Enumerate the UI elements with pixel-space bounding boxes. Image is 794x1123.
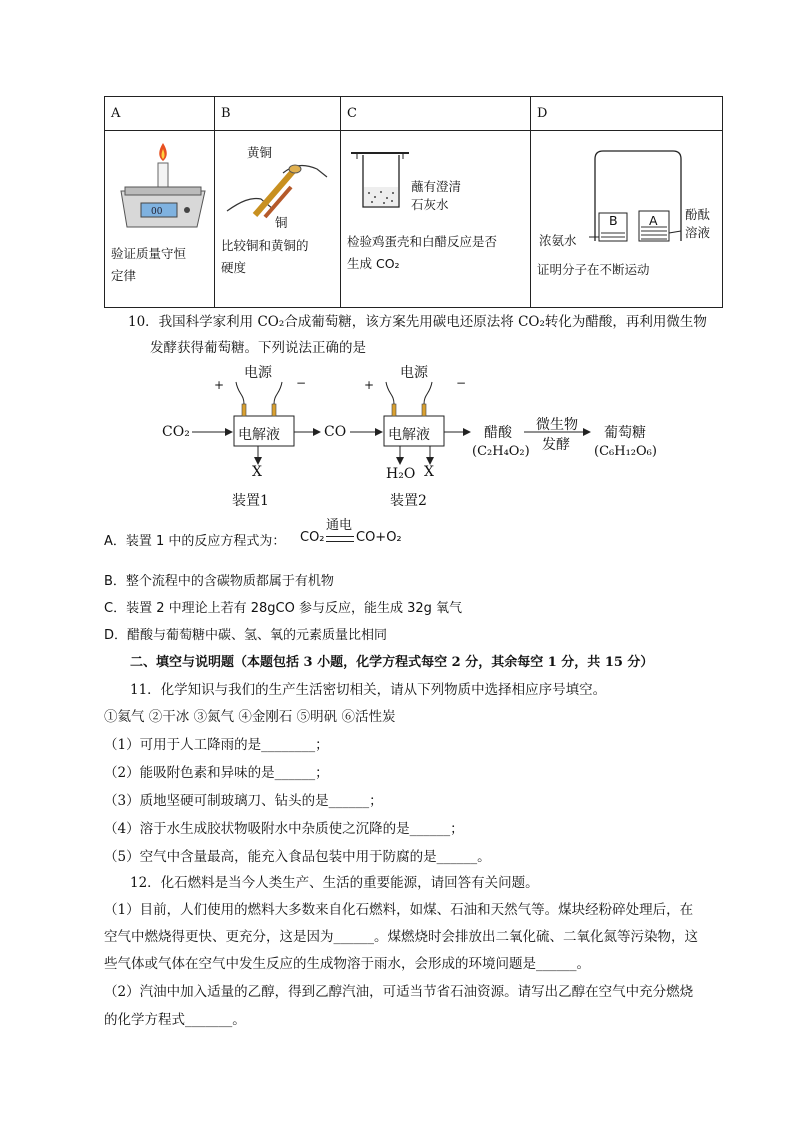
beaker-a-label: A: [649, 213, 658, 228]
co-label: CO: [324, 424, 347, 440]
option-c: C．装置 2 中理论上若有 28gCO 参与反应，能生成 32g 氧气: [104, 601, 463, 616]
caption-b-1: 比较铜和黄铜的: [221, 238, 309, 253]
cell-c: [341, 131, 530, 307]
balance-candle-icon: [113, 135, 213, 231]
q11-item-1: （1）可用于人工降雨的是________；: [104, 737, 329, 753]
plus-2: +: [364, 378, 375, 392]
minus-2: −: [456, 376, 467, 390]
power-2: 电源: [400, 365, 428, 381]
electrolyte-2: 电解液: [388, 427, 430, 443]
q12-p1-line2: 空气中燃烧得更快、更充分，这是因为______。煤燃烧时会排放出二氧化硫、二氧化氮等污染物，这: [104, 929, 698, 945]
glucose-label: 葡萄糖: [604, 425, 646, 441]
q11-item-4: （4）溶于水生成胶状物吸附水中杂质使之沉降的是______；: [104, 821, 464, 837]
header-b: B: [215, 97, 341, 131]
electrolyte-1: 电解液: [238, 427, 280, 443]
caption-a-2: 定律: [111, 268, 137, 283]
minus-1: −: [296, 376, 307, 390]
q11-item-3: （3）质地坚硬可制玻璃刀、钻头的是______；: [104, 793, 383, 809]
scale-display: 00: [151, 207, 163, 217]
q12-stem: 12．化石燃料是当今人类生产、生活的重要能源，请回答有关问题。: [130, 875, 539, 891]
device1-label: 装置1: [232, 493, 269, 509]
power-1: 电源: [244, 365, 272, 381]
acetic-label: 醋酸: [484, 425, 512, 441]
label-limewater-1: 蘸有澄清: [411, 179, 462, 194]
label-ammonia: 浓氨水: [539, 233, 577, 248]
q10-line1: 10．我国科学家利用 CO₂合成葡萄糖，该方案先用碳电还原法将 CO₂转化为醋酸，再利用微生物: [128, 314, 707, 330]
q11-item-5: （5）空气中含量最高，能充入食品包装中用于防腐的是______。: [104, 849, 491, 865]
device2-label: 装置2: [390, 493, 427, 509]
h2o-label: H₂O: [386, 466, 416, 482]
section2-heading: 二、填空与说明题（本题包括 3 小题，化学方程式每空 2 分，其余每空 1 分，共 15 分）: [130, 655, 654, 670]
x-label-2: X: [424, 464, 434, 480]
option-d: D．醋酸与葡萄糖中碳、氢、氧的元素质量比相同: [104, 628, 388, 643]
option-a-eq-cond: 通电: [326, 518, 353, 533]
cell-a: [105, 131, 214, 307]
q12-p2-line1: （2）汽油中加入适量的乙醇，得到乙醇汽油，可适当节省石油资源。请写出乙醇在空气中充分燃烧: [104, 984, 694, 1000]
q10-line2: 发酵获得葡萄糖。下列说法正确的是: [150, 340, 366, 356]
q11-substances: ①氦气 ②干冰 ③氮气 ④金刚石 ⑤明矾 ⑥活性炭: [104, 709, 396, 725]
caption-c-1: 检验鸡蛋壳和白醋反应是否: [347, 234, 498, 249]
caption-b-2: 硬度: [221, 260, 247, 275]
co2-label: CO₂: [162, 424, 190, 440]
q11-item-2: （2）能吸附色素和异味的是______；: [104, 765, 329, 781]
q12-p2-line2: 的化学方程式_______。: [104, 1012, 246, 1028]
label-phenol-1: 酚酞: [685, 207, 711, 222]
process-diagram: [150, 360, 690, 510]
option-a-prefix: A．装置 1 中的反应方程式为：: [104, 534, 286, 549]
caption-d: 证明分子在不断运动: [537, 262, 650, 277]
q12-p1-line1: （1）目前，人们使用的燃料大多数来自化石燃料，如煤、石油和天然气等。煤块经粉碎处理后，在: [104, 902, 694, 918]
option-a-eq-left: CO₂: [300, 530, 325, 545]
caption-a-1: 验证质量守恒: [111, 246, 187, 261]
q11-stem: 11．化学知识与我们的生产生活密切相关，请从下列物质中选择相应序号填空。: [130, 682, 607, 698]
plus-1: +: [214, 378, 225, 392]
label-limewater-2: 石灰水: [411, 197, 449, 212]
caption-c-2: 生成 CO₂: [347, 256, 400, 271]
glucose-formula: (C₆H₁₂O₆): [594, 444, 657, 459]
acetic-formula: (C₂H₄O₂): [472, 444, 530, 459]
header-a: A: [105, 97, 215, 131]
microbe-label: 微生物: [536, 417, 578, 433]
q12-p1-line3: 些气体或气体在空气中发生反应的生成物溶于雨水，会形成的环境问题是______。: [104, 956, 590, 972]
beaker-glass-icon: [349, 143, 419, 223]
beaker-b-label: B: [609, 213, 618, 228]
label-phenol-2: 溶液: [685, 225, 711, 240]
cell-b: [215, 131, 340, 307]
equals-sign: [326, 536, 354, 542]
options-table: [104, 96, 723, 308]
header-d: D: [531, 97, 723, 131]
header-c: C: [341, 97, 531, 131]
ferment-label: 发酵: [542, 437, 570, 453]
label-brass: 黄铜: [247, 145, 273, 160]
option-b: B．整个流程中的含碳物质都属于有机物: [104, 574, 334, 589]
label-copper: 铜: [275, 215, 288, 230]
x-label-1: X: [252, 464, 262, 480]
option-a-eq-right: CO+O₂: [356, 530, 402, 545]
cell-d: [531, 131, 722, 307]
